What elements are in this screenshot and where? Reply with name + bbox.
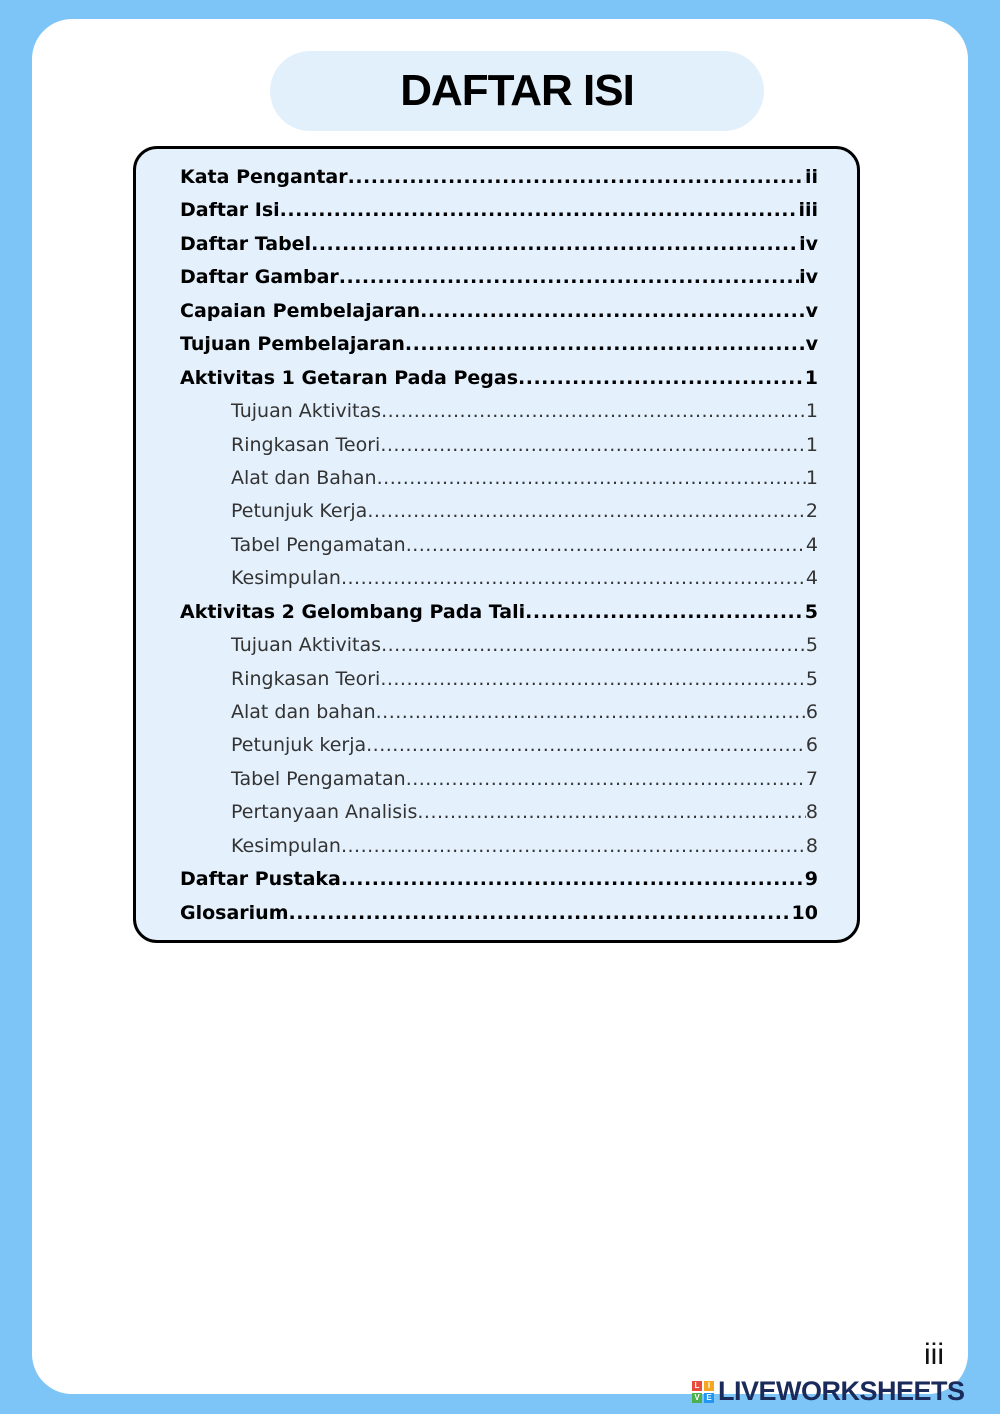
toc-leader-dots (380, 429, 806, 462)
toc-entry-page: 8 (805, 801, 818, 824)
toc-entry-page: 5 (805, 667, 818, 690)
toc-entry-page: iii (798, 199, 818, 222)
toc-leader-dots (348, 161, 805, 194)
toc-entry-page: 8 (805, 834, 818, 857)
page-title: DAFTAR ISI (400, 66, 634, 115)
toc-entry-page: v (805, 333, 818, 356)
toc-entry-page: 4 (805, 567, 818, 590)
toc-leader-dots (381, 629, 806, 662)
toc-subentry (180, 629, 818, 662)
toc-entry-page: 9 (804, 868, 818, 891)
toc-subentry (180, 729, 818, 762)
toc-entry-page: ii (804, 166, 818, 188)
toc-entry (180, 328, 818, 361)
toc-entry-page: 5 (804, 600, 818, 623)
toc-entry-label: Petunjuk kerja (231, 734, 367, 757)
toc-leader-dots (377, 462, 806, 495)
toc-entry (180, 362, 818, 395)
toc-subentry (180, 696, 818, 729)
brand-icon-tile: E (704, 1393, 714, 1403)
worksheet-page (32, 19, 968, 1394)
toc-entry (180, 897, 818, 930)
toc-entry-page: 10 (791, 901, 818, 924)
toc-entry-label: Tabel Pengamatan (231, 767, 406, 790)
toc-entry-label: Daftar Isi (180, 199, 280, 222)
toc-entry-label: Aktivitas 2 Gelombang Pada Tali (180, 600, 526, 623)
toc-entry-label: Daftar Pustaka (180, 868, 341, 891)
toc-leader-dots (381, 395, 806, 428)
toc-subentry (180, 495, 818, 528)
toc-entry-page: 4 (805, 533, 818, 556)
toc-entry-label: Tujuan Aktivitas (231, 400, 382, 423)
toc-entry-label: Kesimpulan (231, 567, 341, 590)
toc-entry (180, 295, 818, 328)
toc-entry-label: Daftar Gambar (180, 266, 339, 289)
toc-entry-label: Aktivitas 1 Getaran Pada Pegas (180, 366, 519, 389)
toc-leader-dots (518, 362, 805, 395)
toc-leader-dots (367, 495, 806, 528)
page-number: iii (924, 1338, 944, 1371)
toc-entry (180, 194, 818, 227)
toc-entry (180, 863, 818, 896)
toc-entry-page: 1 (805, 466, 818, 489)
toc-entry-page: 6 (805, 734, 818, 757)
toc-entry-label: Pertanyaan Analisis (231, 801, 418, 824)
toc-leader-dots (380, 663, 806, 696)
toc-entry-page: iv (799, 266, 818, 289)
toc-subentry (180, 529, 818, 562)
toc-entry-page: 2 (805, 500, 818, 523)
toc-entry-page: 1 (804, 366, 818, 389)
liveworksheets-logo[interactable] (692, 1376, 965, 1407)
toc-leader-dots (406, 529, 806, 562)
toc-entry-page: 6 (805, 701, 818, 723)
toc-subentry (180, 796, 818, 829)
toc-subentry (180, 663, 818, 696)
toc-entry-label: Glosarium (180, 901, 289, 924)
toc-entry-label: Kesimpulan (231, 834, 341, 857)
brand-icon-tile: V (692, 1393, 702, 1403)
toc-leader-dots (405, 328, 806, 361)
toc-entry-label: Daftar Tabel (180, 232, 312, 255)
toc-entry-page: 1 (805, 400, 818, 423)
toc-entry-label: Tujuan Aktivitas (231, 634, 382, 657)
toc-list (180, 161, 818, 930)
toc-leader-dots (366, 729, 806, 762)
toc-subentry (180, 763, 818, 796)
toc-entry-page: iv (799, 232, 818, 255)
toc-subentry (180, 562, 818, 595)
toc-entry-label: Alat dan Bahan (231, 466, 377, 489)
toc-subentry (180, 429, 818, 462)
toc-entry-page: 7 (805, 767, 818, 790)
toc-entry-label: Petunjuk Kerja (231, 500, 368, 523)
toc-leader-dots (525, 596, 805, 629)
title-banner (270, 51, 764, 131)
toc-entry-page: 1 (805, 433, 818, 456)
toc-entry-label: Tujuan Pembelajaran (180, 333, 405, 356)
toc-entry-label: Ringkasan Teori (231, 433, 381, 456)
toc-entry-label: Alat dan bahan (231, 701, 376, 723)
toc-leader-dots (289, 897, 792, 930)
toc-entry (180, 161, 818, 194)
toc-subentry (180, 462, 818, 495)
toc-leader-dots (417, 796, 806, 829)
toc-entry-page: 5 (805, 634, 818, 657)
brand-name: LIVEWORKSHEETS (718, 1376, 965, 1406)
toc-subentry (180, 395, 818, 428)
toc-leader-dots (311, 228, 799, 261)
toc-leader-dots (341, 863, 805, 896)
toc-entry-label: Capaian Pembelajaran (180, 299, 421, 322)
toc-leader-dots (420, 295, 805, 328)
toc-entry (180, 596, 818, 629)
liveworksheets-icon (692, 1381, 714, 1403)
toc-subentry (180, 830, 818, 863)
toc-entry-label: Tabel Pengamatan (231, 533, 406, 556)
toc-entry-label: Kata Pengantar (180, 166, 348, 188)
toc-leader-dots (280, 194, 799, 227)
brand-icon-tile: I (704, 1381, 714, 1391)
brand-icon-tile: L (692, 1381, 702, 1391)
toc-leader-dots (341, 562, 806, 595)
toc-entry-page: v (805, 299, 818, 322)
toc-entry (180, 261, 818, 294)
toc-leader-dots (406, 763, 806, 796)
toc-leader-dots (339, 261, 799, 294)
table-of-contents-box (133, 146, 860, 943)
toc-entry (180, 228, 818, 261)
toc-leader-dots (376, 696, 806, 729)
toc-entry-label: Ringkasan Teori (231, 667, 381, 690)
toc-leader-dots (341, 830, 806, 863)
